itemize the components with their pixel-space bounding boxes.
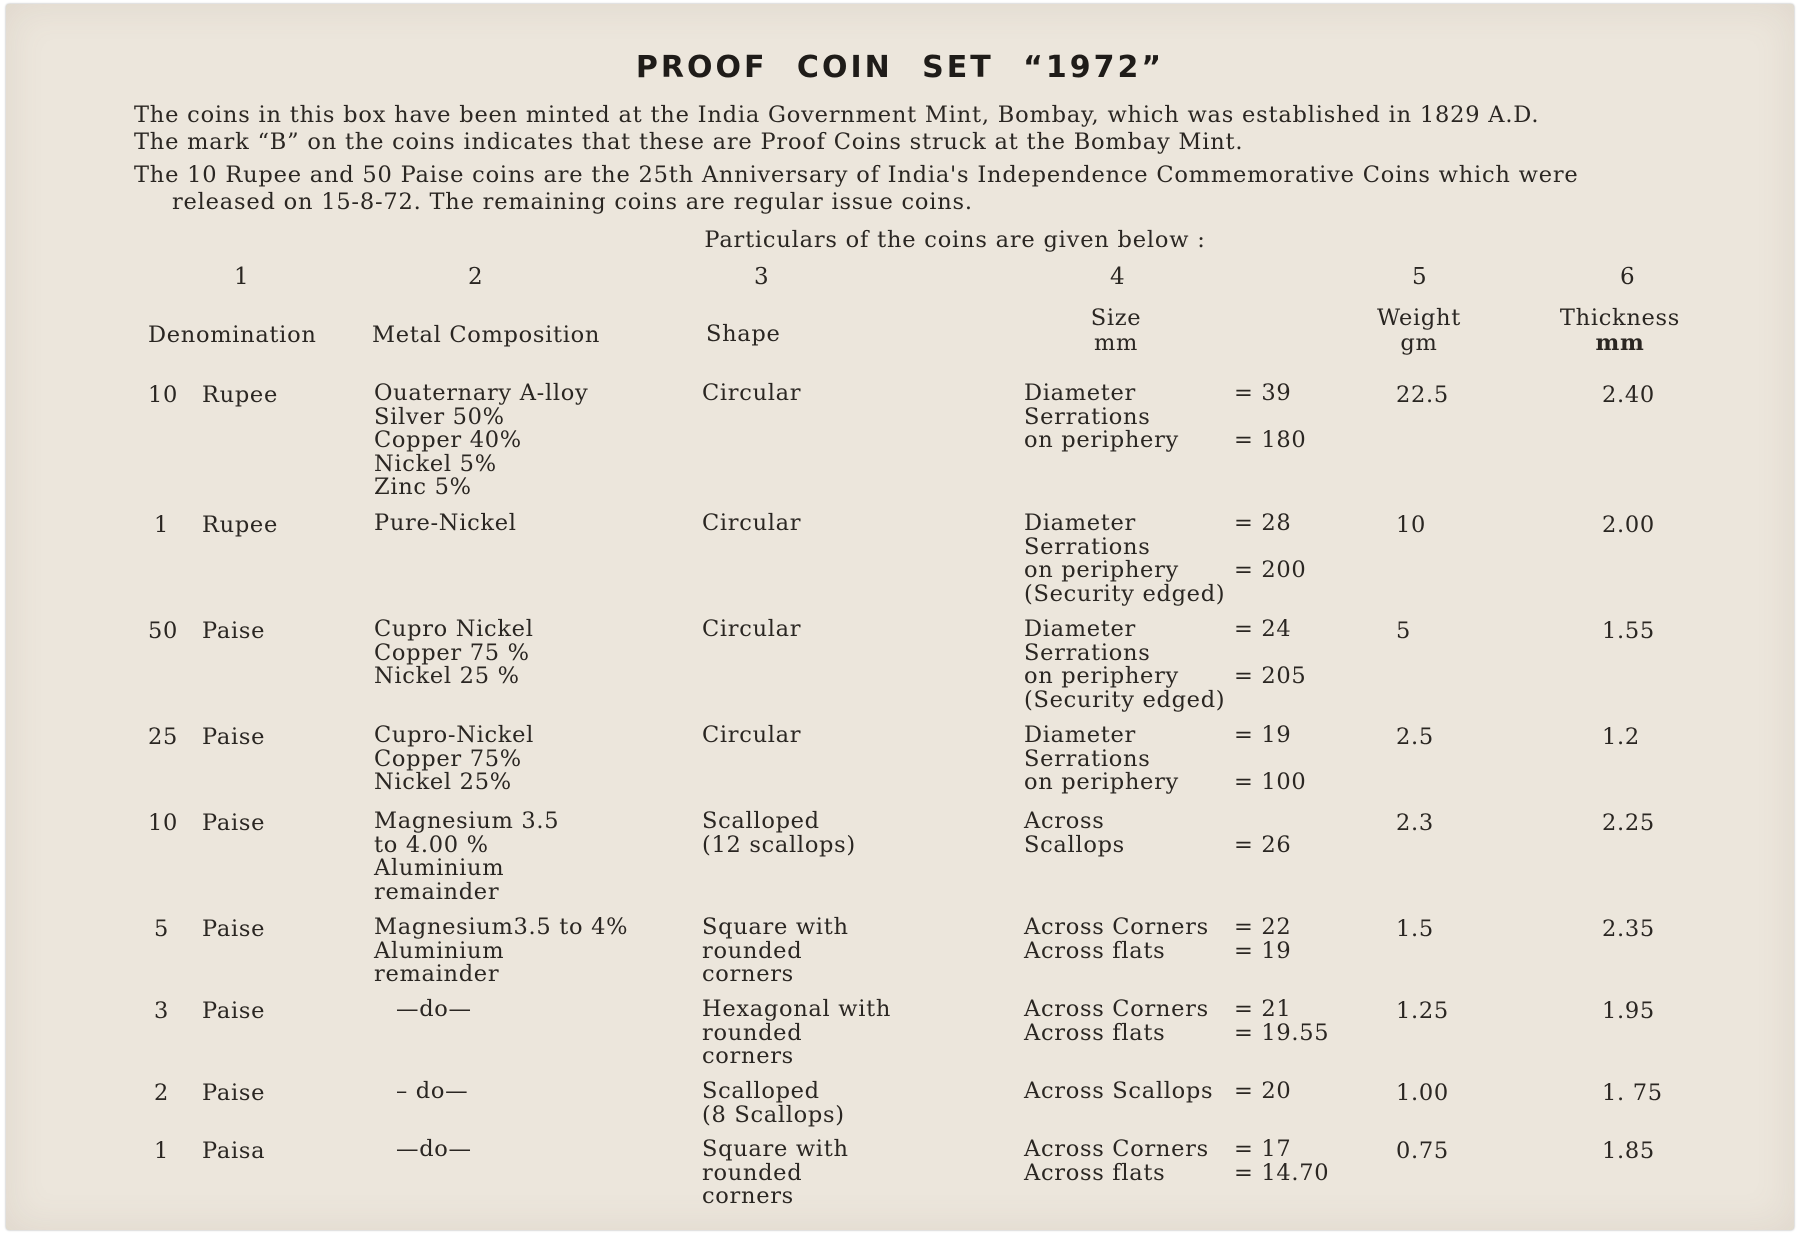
weight-value: 2.5 (1396, 724, 1434, 750)
shape (702, 810, 856, 857)
weight-value: 10 (1396, 512, 1427, 538)
thickness-value: 2.40 (1602, 382, 1655, 408)
metal-line: Magnesium3.5 to 4% (374, 914, 629, 940)
weight-value: 1.25 (1396, 998, 1449, 1024)
particulars-caption: Particulars of the coins are given below : (704, 227, 1206, 253)
metal-line: Magnesium 3.5 (374, 808, 560, 834)
shape-line: Square with (702, 914, 849, 940)
thickness-value: 2.25 (1602, 810, 1655, 836)
header-size-line: Size (1090, 305, 1142, 331)
metal-composition (374, 724, 534, 795)
denomination-unit: Paise (202, 618, 266, 644)
size-label: Scallops (1024, 831, 1125, 858)
denomination-number: 1 (154, 512, 170, 538)
size (1024, 618, 1306, 712)
metal-line: Copper 75% (374, 745, 522, 772)
size-value: = 205 (1234, 663, 1307, 689)
shape-line: Square with (702, 1136, 849, 1162)
size-value: = 19 (1234, 722, 1292, 748)
weight-value: 5 (1396, 618, 1412, 644)
size-label: Diameter (1024, 722, 1137, 748)
size-label: Across Corners (1024, 914, 1209, 940)
shape (702, 998, 891, 1069)
denomination-number: 1 (154, 1138, 170, 1164)
shape (702, 618, 801, 642)
denomination-unit: Paise (202, 1080, 266, 1106)
column-number: 2 (468, 264, 484, 290)
shape-line: Circular (702, 616, 802, 642)
shape-line: rounded (702, 1019, 803, 1046)
size-value: = 180 (1234, 427, 1307, 453)
metal-composition (374, 512, 517, 536)
shape-line: rounded (702, 1159, 803, 1186)
shape (702, 1080, 845, 1127)
metal-composition (374, 916, 628, 987)
metal-line: remainder (374, 878, 500, 905)
size-line (1024, 429, 1306, 453)
size-line (1024, 512, 1306, 536)
size-label: on periphery (1024, 427, 1179, 453)
intro-paragraph-mint (134, 102, 1634, 156)
intro-line: released on 15-8-72. The remaining coins are regular issue coins. (172, 189, 973, 215)
metal-composition (374, 810, 559, 904)
size-label: Across flats (1024, 1019, 1166, 1046)
size-line (1024, 639, 1306, 666)
denomination-unit: Rupee (202, 512, 278, 538)
column-number: 5 (1412, 264, 1428, 290)
metal-line: remainder (374, 961, 500, 987)
header-weight-line: gm (1400, 330, 1438, 356)
shape-line: Circular (702, 510, 802, 536)
header-denomination: Denomination (148, 322, 317, 348)
denomination-number: 25 (148, 724, 179, 750)
column-number: 3 (754, 264, 770, 290)
size-line (1024, 1159, 1330, 1186)
size-value: = 20 (1234, 1078, 1292, 1104)
size-label: Across Corners (1024, 1136, 1209, 1162)
thickness-value: 1.85 (1602, 1138, 1655, 1164)
size (1024, 512, 1306, 606)
metal-line: to 4.00 % (374, 831, 489, 858)
shape-line: Hexagonal with (702, 996, 892, 1022)
size-value: = 24 (1234, 616, 1292, 642)
size-line (1024, 665, 1306, 689)
page-title: PROOF COIN SET “1972” (635, 50, 1165, 85)
size-line (1024, 998, 1329, 1022)
size-value: = 28 (1234, 510, 1292, 536)
denomination-unit: Paise (202, 998, 266, 1024)
size-line (1024, 1138, 1329, 1162)
denomination-unit: Paise (202, 724, 266, 750)
metal-line: Pure-Nickel (374, 510, 517, 536)
denomination-unit: Paisa (202, 1138, 266, 1164)
size-line (1024, 533, 1306, 560)
shape-line: (8 Scallops) (702, 1101, 845, 1128)
metal-line: Aluminium (374, 937, 505, 964)
metal-line: Silver 50% (374, 403, 505, 430)
header-thickness-line: mm (1595, 330, 1645, 356)
size-line (1024, 937, 1292, 964)
header-thickness-line: Thickness (1559, 305, 1681, 331)
size-value: = 21 (1234, 996, 1292, 1022)
thickness-value: 2.35 (1602, 916, 1655, 942)
size-value: = 17 (1234, 1136, 1292, 1162)
shape-line: corners (702, 1043, 794, 1069)
size-label: Across (1024, 808, 1105, 834)
size-label: Serrations (1024, 403, 1151, 430)
metal-line: —do— (396, 1136, 472, 1162)
metal-line: Copper 40% (374, 427, 522, 453)
metal-line: Nickel 5% (374, 450, 497, 477)
size-line (1024, 559, 1306, 583)
metal-composition (374, 618, 534, 689)
size-label: Diameter (1024, 380, 1137, 406)
size-line (1024, 831, 1292, 858)
thickness-value: 1. 75 (1602, 1080, 1663, 1106)
size-value: = 22 (1234, 914, 1292, 940)
size-line (1024, 403, 1306, 430)
metal-line: —do— (396, 996, 472, 1022)
denomination-number: 5 (154, 916, 170, 942)
shape-line: Circular (702, 722, 802, 748)
size-label: on periphery (1024, 769, 1179, 795)
header-size-line: mm (1093, 330, 1139, 356)
intro-line: The coins in this box have been minted at the India Government Mint, Bombay, which was established in 1829 A.D. (134, 102, 1540, 128)
header-thickness (1550, 306, 1690, 356)
metal-composition (396, 1138, 472, 1162)
size-value: = 19 (1234, 937, 1292, 964)
denomination-number: 50 (148, 618, 179, 644)
size-line (1024, 745, 1306, 772)
size (1024, 1138, 1329, 1185)
size-value: = 14.70 (1234, 1159, 1330, 1186)
shape-line: rounded (702, 937, 803, 964)
weight-value: 22.5 (1396, 382, 1449, 408)
size-line (1024, 580, 1306, 607)
shape-line: Scalloped (702, 1078, 820, 1104)
size-label: Diameter (1024, 510, 1137, 536)
size (1024, 998, 1329, 1045)
size-value: = 200 (1234, 557, 1307, 583)
size (1024, 382, 1306, 453)
size-line (1024, 916, 1291, 940)
weight-value: 1.00 (1396, 1080, 1449, 1106)
shape (702, 724, 801, 748)
thickness-value: 2.00 (1602, 512, 1655, 538)
metal-line: Cupro Nickel (374, 616, 534, 642)
shape-line: corners (702, 1183, 794, 1209)
size-label: Across Scallops (1024, 1078, 1214, 1104)
shape (702, 916, 849, 987)
size-line (1024, 686, 1306, 713)
intro-line: The 10 Rupee and 50 Paise coins are the 25th Anniversary of India's Independence Commemorative Coins which were (134, 162, 1579, 188)
size-line (1024, 382, 1306, 406)
size (1024, 724, 1306, 795)
metal-line: Nickel 25% (374, 769, 512, 795)
weight-value: 2.3 (1396, 810, 1434, 836)
denomination-unit: Rupee (202, 382, 278, 408)
denomination-number: 2 (154, 1080, 170, 1106)
denomination-number: 3 (154, 998, 170, 1024)
shape-line: (12 scallops) (702, 831, 856, 858)
size-line (1024, 724, 1306, 748)
shape-line: Circular (702, 380, 802, 406)
size-label: on periphery (1024, 663, 1179, 689)
header-metal-composition: Metal Composition (372, 322, 601, 348)
size-label: on periphery (1024, 557, 1179, 583)
size (1024, 916, 1291, 963)
metal-line: – do— (396, 1078, 469, 1104)
size-label: Serrations (1024, 745, 1151, 772)
size-label: Serrations (1024, 639, 1151, 666)
metal-line: Copper 75 % (374, 639, 530, 666)
size-line (1024, 771, 1306, 795)
column-number: 1 (234, 264, 250, 290)
header-shape: Shape (706, 321, 781, 347)
shape-line: corners (702, 961, 794, 987)
size-line (1024, 810, 1291, 834)
size-value: = 100 (1234, 769, 1307, 795)
thickness-value: 1.95 (1602, 998, 1655, 1024)
header-weight-line: Weight (1377, 305, 1461, 331)
size-line (1024, 1080, 1291, 1104)
metal-line: Nickel 25 % (374, 663, 520, 689)
denomination-unit: Paise (202, 916, 266, 942)
shape (702, 382, 801, 406)
metal-line: Zinc 5% (374, 474, 472, 500)
header-weight (1364, 306, 1474, 356)
coin-set-card (6, 4, 1794, 1230)
shape (702, 1138, 849, 1209)
denomination-number: 10 (148, 810, 179, 836)
size-value: = 26 (1234, 831, 1292, 858)
size-label: Serrations (1024, 533, 1151, 560)
thickness-value: 1.55 (1602, 618, 1655, 644)
metal-composition (374, 382, 588, 500)
size (1024, 1080, 1291, 1104)
thickness-value: 1.2 (1602, 724, 1640, 750)
size-label: (Security edged) (1024, 580, 1226, 607)
size-label: Across flats (1024, 1159, 1166, 1186)
shape (702, 512, 801, 536)
metal-line: Ouaternary A-lloy (374, 380, 589, 406)
size-label: Diameter (1024, 616, 1137, 642)
metal-line: Cupro-Nickel (374, 722, 535, 748)
column-number: 4 (1110, 264, 1126, 290)
metal-line: Aluminium (374, 855, 505, 881)
header-size (1066, 306, 1166, 356)
size-label: Across flats (1024, 937, 1166, 964)
size-value: = 19.55 (1234, 1019, 1330, 1046)
denomination-number: 10 (148, 382, 179, 408)
size-label: Across Corners (1024, 996, 1209, 1022)
size-value: = 39 (1234, 380, 1292, 406)
size-line (1024, 1019, 1330, 1046)
metal-composition (396, 1080, 468, 1104)
intro-paragraph-commemorative (134, 162, 1634, 216)
shape-line: Scalloped (702, 808, 820, 834)
intro-line: The mark “B” on the coins indicates that these are Proof Coins struck at the Bombay Mint. (134, 129, 1244, 155)
column-number: 6 (1620, 264, 1636, 290)
size-line (1024, 618, 1306, 642)
size (1024, 810, 1291, 857)
weight-value: 0.75 (1396, 1138, 1449, 1164)
size-label: (Security edged) (1024, 686, 1226, 713)
denomination-unit: Paise (202, 810, 266, 836)
weight-value: 1.5 (1396, 916, 1434, 942)
metal-composition (396, 998, 472, 1022)
